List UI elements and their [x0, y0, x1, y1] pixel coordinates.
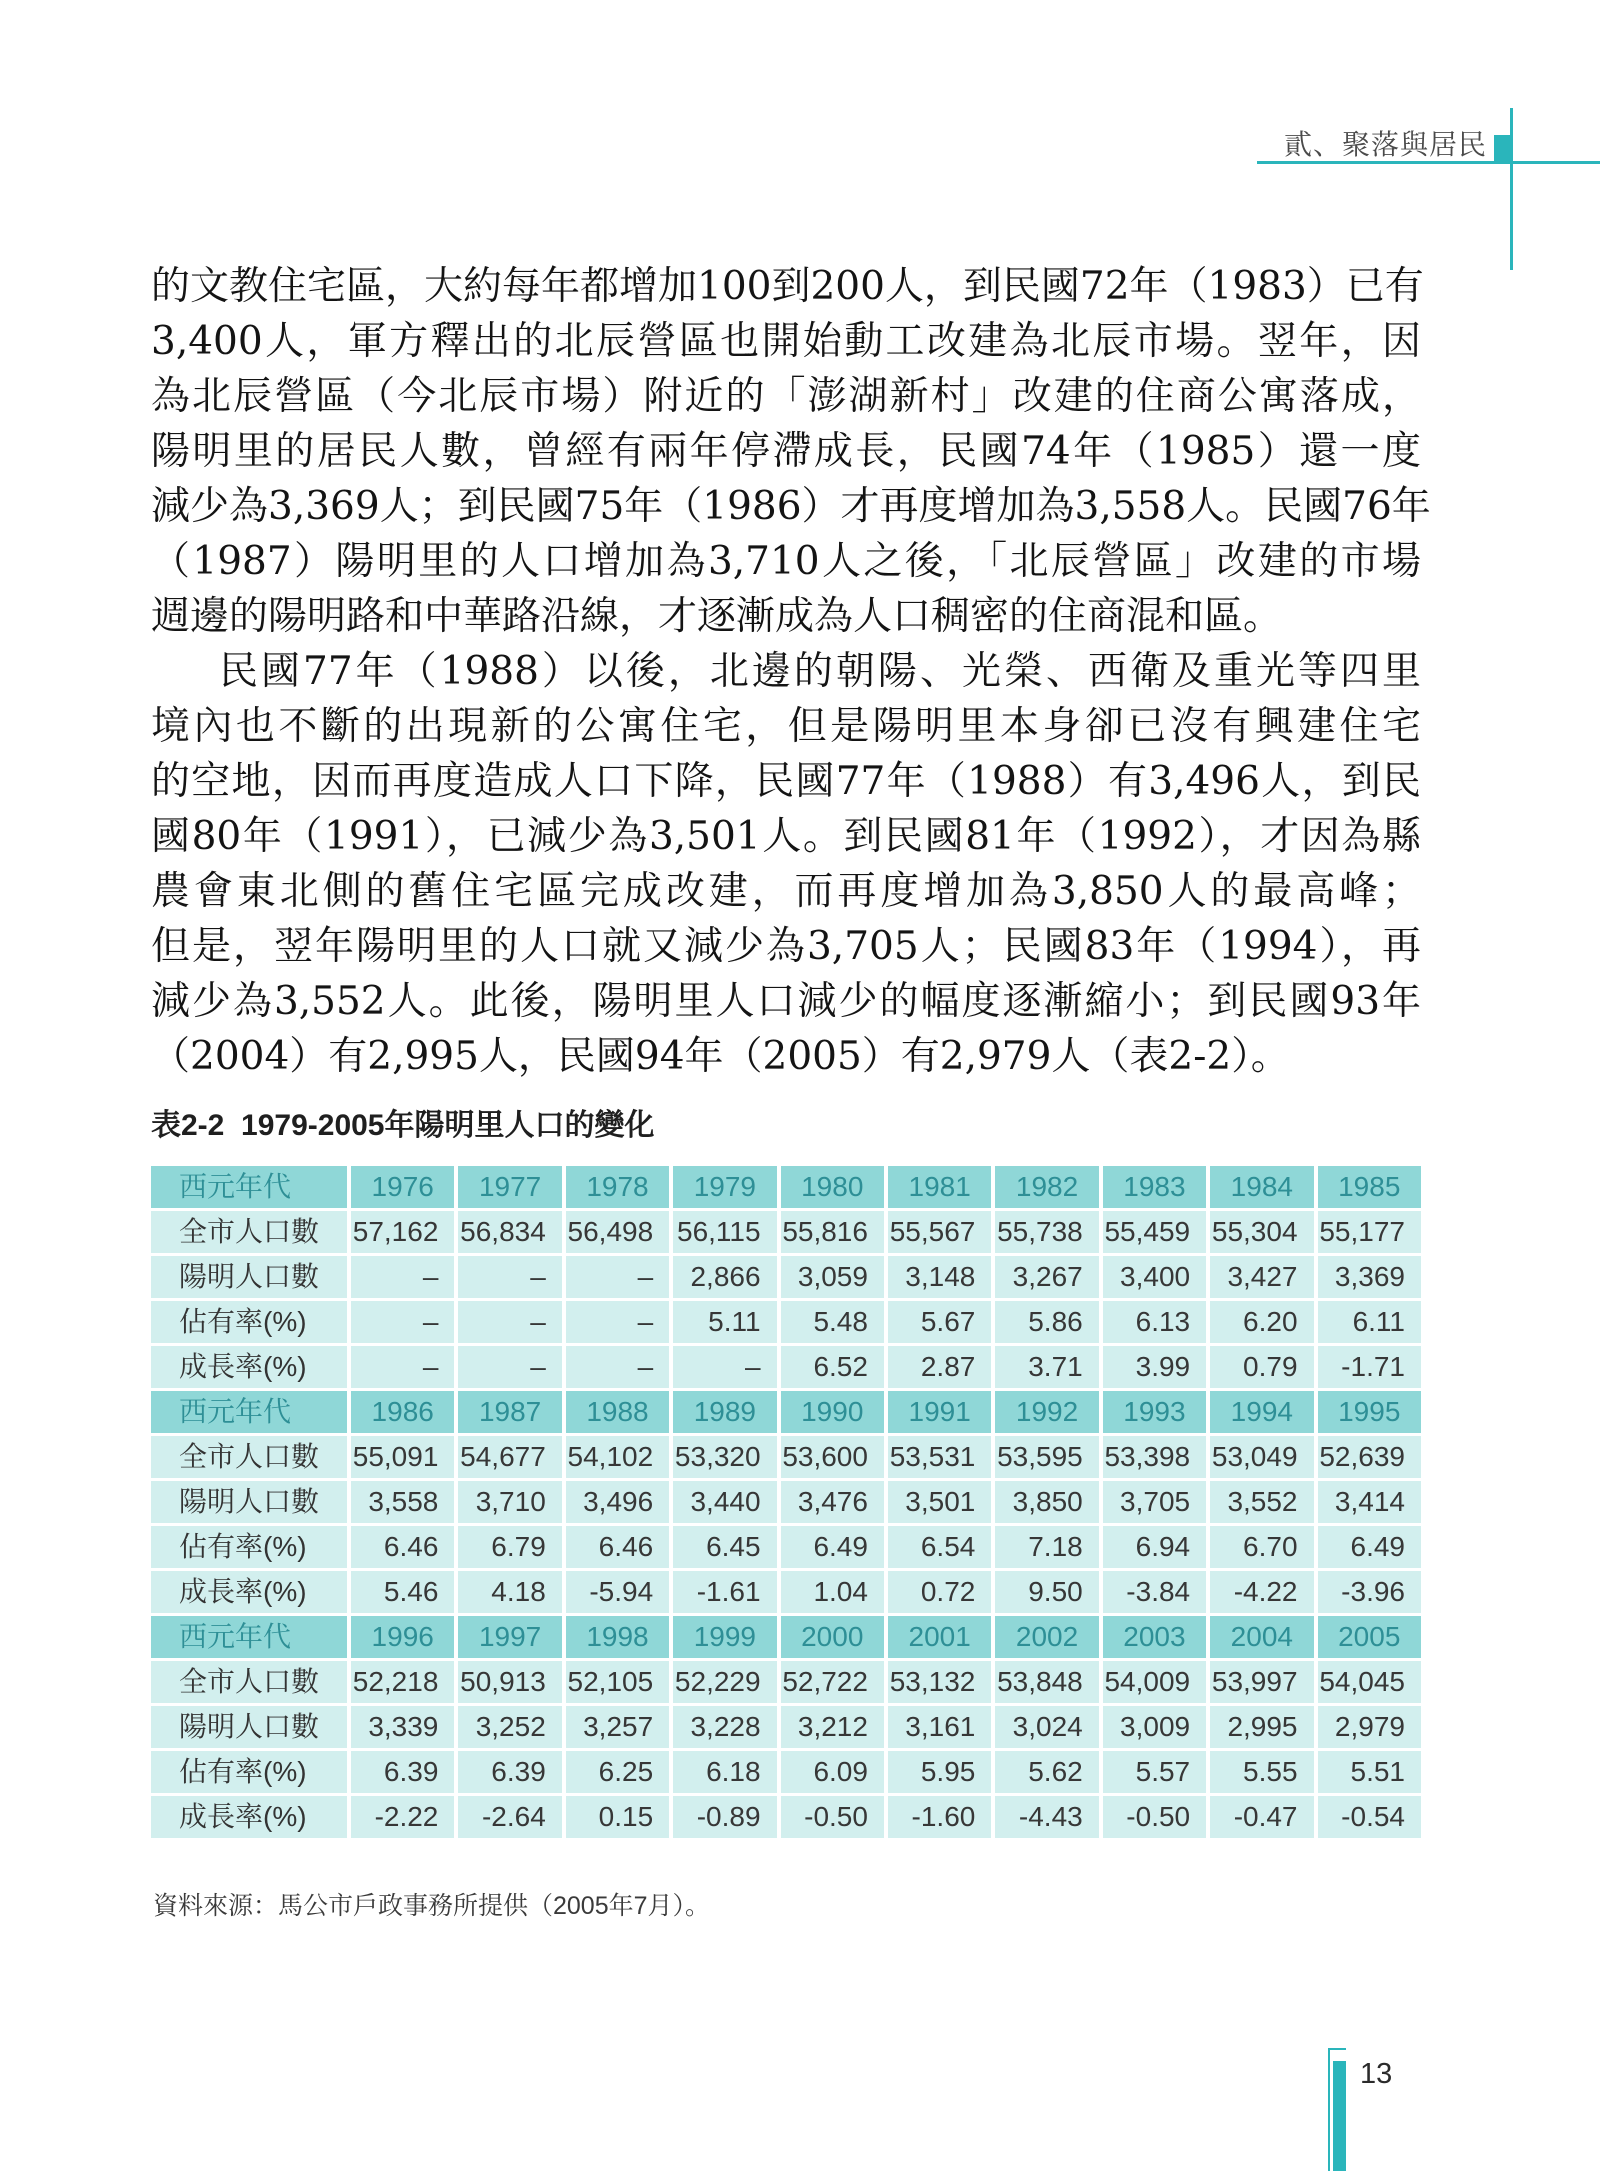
value-cell: -4.22	[1210, 1571, 1313, 1613]
value-cell: 53,531	[888, 1436, 991, 1478]
year-cell: 1983	[1103, 1166, 1206, 1208]
value-cell: 4.18	[458, 1571, 561, 1613]
value-cell: 6.54	[888, 1526, 991, 1568]
value-cell: 50,913	[458, 1661, 561, 1703]
value-cell: 5.46	[351, 1571, 454, 1613]
source-note: 資料來源：馬公市戶政事務所提供（2005年7月）。	[153, 1892, 711, 1920]
value-cell: 52,639	[1318, 1436, 1421, 1478]
value-cell: 55,091	[351, 1436, 454, 1478]
value-cell: 6.49	[1318, 1526, 1421, 1568]
footer-accent-bar	[1333, 2061, 1346, 2171]
row-label-cell: 陽明人口數	[151, 1706, 347, 1748]
year-cell: 1977	[458, 1166, 561, 1208]
row-label-cell: 西元年代	[151, 1391, 347, 1433]
body-line: 週邊的陽明路和中華路沿線，才逐漸成為人口稠密的住商混和區。	[151, 594, 1283, 639]
table-container	[151, 1166, 1421, 1838]
value-cell: 3,440	[673, 1481, 776, 1523]
value-cell: -1.60	[888, 1796, 991, 1838]
value-cell: –	[458, 1346, 561, 1388]
value-cell: 3,252	[458, 1706, 561, 1748]
value-cell: 3,496	[566, 1481, 669, 1523]
table-row	[151, 1796, 1421, 1838]
year-cell: 2002	[995, 1616, 1098, 1658]
body-line: 的文教住宅區，大約每年都增加100到200人，到民國72年（1983）已有	[151, 264, 1424, 309]
value-cell: 3,501	[888, 1481, 991, 1523]
value-cell: 55,816	[781, 1211, 884, 1253]
table-row	[151, 1211, 1421, 1253]
year-cell: 2001	[888, 1616, 991, 1658]
value-cell: 54,009	[1103, 1661, 1206, 1703]
body-line: 但是，翌年陽明里的人口就又減少為3,705人；民國83年（1994），再	[151, 924, 1421, 969]
value-cell: 56,498	[566, 1211, 669, 1253]
value-cell: 6.79	[458, 1526, 561, 1568]
value-cell: 2.87	[888, 1346, 991, 1388]
row-label-cell: 佔有率(%)	[151, 1751, 347, 1793]
year-header-row	[151, 1166, 1421, 1208]
value-cell: 6.20	[1210, 1301, 1313, 1343]
year-cell: 1980	[781, 1166, 884, 1208]
value-cell: -0.47	[1210, 1796, 1313, 1838]
year-cell: 1992	[995, 1391, 1098, 1433]
value-cell: 5.95	[888, 1751, 991, 1793]
value-cell: 56,834	[458, 1211, 561, 1253]
value-cell: 3.99	[1103, 1346, 1206, 1388]
value-cell: 2,866	[673, 1256, 776, 1298]
body-line: 的空地，因而再度造成人口下降，民國77年（1988）有3,496人，到民	[151, 759, 1421, 804]
value-cell: 3,024	[995, 1706, 1098, 1748]
table-row	[151, 1436, 1421, 1478]
value-cell: 3,558	[351, 1481, 454, 1523]
value-cell: 5.62	[995, 1751, 1098, 1793]
row-label-cell: 成長率(%)	[151, 1571, 347, 1613]
value-cell: 0.72	[888, 1571, 991, 1613]
value-cell: –	[458, 1301, 561, 1343]
value-cell: -5.94	[566, 1571, 669, 1613]
body-line: 農會東北側的舊住宅區完成改建，而再度增加為3,850人的最高峰；	[151, 869, 1421, 914]
value-cell: 3,009	[1103, 1706, 1206, 1748]
year-cell: 1999	[673, 1616, 776, 1658]
value-cell: 53,997	[1210, 1661, 1313, 1703]
chapter-title: 貳、聚落與居民	[1283, 128, 1487, 161]
value-cell: -0.50	[1103, 1796, 1206, 1838]
value-cell: 3,850	[995, 1481, 1098, 1523]
value-cell: 3,257	[566, 1706, 669, 1748]
value-cell: 52,229	[673, 1661, 776, 1703]
value-cell: 3,710	[458, 1481, 561, 1523]
value-cell: 52,722	[781, 1661, 884, 1703]
row-label-cell: 成長率(%)	[151, 1346, 347, 1388]
year-cell: 1982	[995, 1166, 1098, 1208]
table-row	[151, 1571, 1421, 1613]
value-cell: 6.11	[1318, 1301, 1421, 1343]
value-cell: 53,848	[995, 1661, 1098, 1703]
value-cell: 6.39	[458, 1751, 561, 1793]
row-label-cell: 西元年代	[151, 1166, 347, 1208]
year-cell: 1989	[673, 1391, 776, 1433]
year-cell: 2004	[1210, 1616, 1313, 1658]
value-cell: -0.50	[781, 1796, 884, 1838]
table-row	[151, 1346, 1421, 1388]
value-cell: -3.84	[1103, 1571, 1206, 1613]
value-cell: 53,049	[1210, 1436, 1313, 1478]
value-cell: 3,369	[1318, 1256, 1421, 1298]
value-cell: 0.15	[566, 1796, 669, 1838]
value-cell: 5.11	[673, 1301, 776, 1343]
chapter-vertical-rule	[1510, 108, 1513, 270]
value-cell: 54,045	[1318, 1661, 1421, 1703]
table-row	[151, 1526, 1421, 1568]
value-cell: 3,427	[1210, 1256, 1313, 1298]
value-cell: 1.04	[781, 1571, 884, 1613]
value-cell: 54,102	[566, 1436, 669, 1478]
value-cell: 6.52	[781, 1346, 884, 1388]
value-cell: 3,414	[1318, 1481, 1421, 1523]
row-label-cell: 陽明人口數	[151, 1256, 347, 1298]
row-label-cell: 陽明人口數	[151, 1481, 347, 1523]
value-cell: 55,567	[888, 1211, 991, 1253]
value-cell: 6.09	[781, 1751, 884, 1793]
population-table-body	[151, 1166, 1421, 1838]
year-cell: 1996	[351, 1616, 454, 1658]
value-cell: -2.22	[351, 1796, 454, 1838]
value-cell: 3,148	[888, 1256, 991, 1298]
value-cell: –	[673, 1346, 776, 1388]
value-cell: -4.43	[995, 1796, 1098, 1838]
value-cell: 6.18	[673, 1751, 776, 1793]
value-cell: 53,600	[781, 1436, 884, 1478]
value-cell: 6.70	[1210, 1526, 1313, 1568]
value-cell: -2.64	[458, 1796, 561, 1838]
year-cell: 1993	[1103, 1391, 1206, 1433]
year-header-row	[151, 1391, 1421, 1433]
table-row	[151, 1256, 1421, 1298]
table-row	[151, 1661, 1421, 1703]
body-line: （2004）有2,995人，民國94年（2005）有2,979人（表2-2）。	[151, 1034, 1290, 1079]
value-cell: 3,267	[995, 1256, 1098, 1298]
value-cell: –	[351, 1346, 454, 1388]
value-cell: –	[566, 1256, 669, 1298]
value-cell: 3,339	[351, 1706, 454, 1748]
value-cell: 3,059	[781, 1256, 884, 1298]
value-cell: 6.46	[566, 1526, 669, 1568]
value-cell: –	[566, 1346, 669, 1388]
value-cell: -3.96	[1318, 1571, 1421, 1613]
year-cell: 1987	[458, 1391, 561, 1433]
value-cell: –	[458, 1256, 561, 1298]
value-cell: 6.45	[673, 1526, 776, 1568]
value-cell: 55,177	[1318, 1211, 1421, 1253]
body-line: 國80年（1991），已減少為3,501人。到民國81年（1992），才因為縣	[151, 814, 1421, 859]
year-cell: 1981	[888, 1166, 991, 1208]
year-header-row	[151, 1616, 1421, 1658]
value-cell: -0.89	[673, 1796, 776, 1838]
value-cell: 6.39	[351, 1751, 454, 1793]
value-cell: –	[351, 1301, 454, 1343]
year-cell: 1988	[566, 1391, 669, 1433]
row-label-cell: 全市人口數	[151, 1211, 347, 1253]
value-cell: 55,459	[1103, 1211, 1206, 1253]
year-cell: 1976	[351, 1166, 454, 1208]
body-line: 境內也不斷的出現新的公寓住宅，但是陽明里本身卻已沒有興建住宅	[151, 704, 1421, 749]
value-cell: 5.86	[995, 1301, 1098, 1343]
year-cell: 2005	[1318, 1616, 1421, 1658]
value-cell: 53,595	[995, 1436, 1098, 1478]
value-cell: 3,400	[1103, 1256, 1206, 1298]
value-cell: 9.50	[995, 1571, 1098, 1613]
body-line: 為北辰營區（今北辰市場）附近的「澎湖新村」改建的住商公寓落成，	[151, 374, 1421, 419]
year-cell: 1995	[1318, 1391, 1421, 1433]
year-cell: 1990	[781, 1391, 884, 1433]
value-cell: 53,398	[1103, 1436, 1206, 1478]
value-cell: 6.25	[566, 1751, 669, 1793]
row-label-cell: 佔有率(%)	[151, 1301, 347, 1343]
value-cell: 55,738	[995, 1211, 1098, 1253]
table-row	[151, 1481, 1421, 1523]
footer-top-tick	[1328, 2048, 1346, 2050]
table-row	[151, 1706, 1421, 1748]
value-cell: 57,162	[351, 1211, 454, 1253]
year-cell: 1998	[566, 1616, 669, 1658]
row-label-cell: 成長率(%)	[151, 1796, 347, 1838]
year-cell: 2003	[1103, 1616, 1206, 1658]
value-cell: –	[566, 1301, 669, 1343]
value-cell: 56,115	[673, 1211, 776, 1253]
body-line: 民國77年（1988）以後，北邊的朝陽、光榮、西衛及重光等四里	[219, 649, 1421, 694]
year-cell: 1994	[1210, 1391, 1313, 1433]
body-line: 減少為3,369人；到民國75年（1986）才再度增加為3,558人。民國76年	[151, 484, 1431, 529]
row-label-cell: 西元年代	[151, 1616, 347, 1658]
body-line: （1987）陽明里的人口增加為3,710人之後，「北辰營區」改建的市場	[151, 539, 1421, 584]
body-text	[151, 259, 1431, 1084]
value-cell: 5.57	[1103, 1751, 1206, 1793]
year-cell: 1997	[458, 1616, 561, 1658]
value-cell: 3.71	[995, 1346, 1098, 1388]
value-cell: 3,212	[781, 1706, 884, 1748]
value-cell: 5.48	[781, 1301, 884, 1343]
footer-vertical-rule	[1328, 2048, 1330, 2171]
year-cell: 1978	[566, 1166, 669, 1208]
value-cell: 3,228	[673, 1706, 776, 1748]
table-row	[151, 1301, 1421, 1343]
value-cell: 7.18	[995, 1526, 1098, 1568]
population-table	[151, 1166, 1421, 1838]
year-cell: 1986	[351, 1391, 454, 1433]
body-line: 減少為3,552人。此後，陽明里人口減少的幅度逐漸縮小；到民國93年	[151, 979, 1421, 1024]
page-number: 13	[1360, 2058, 1393, 2090]
value-cell: 2,979	[1318, 1706, 1421, 1748]
value-cell: 53,320	[673, 1436, 776, 1478]
year-cell: 1979	[673, 1166, 776, 1208]
value-cell: 3,476	[781, 1481, 884, 1523]
table-caption: 表2-2 1979-2005年陽明里人口的變化	[151, 1109, 655, 1142]
value-cell: 2,995	[1210, 1706, 1313, 1748]
value-cell: -1.71	[1318, 1346, 1421, 1388]
value-cell: 6.13	[1103, 1301, 1206, 1343]
body-line: 陽明里的居民人數，曾經有兩年停滯成長，民國74年（1985）還一度	[151, 429, 1421, 474]
year-cell: 2000	[781, 1616, 884, 1658]
value-cell: 55,304	[1210, 1211, 1313, 1253]
value-cell: –	[351, 1256, 454, 1298]
value-cell: 3,552	[1210, 1481, 1313, 1523]
year-cell: 1985	[1318, 1166, 1421, 1208]
value-cell: -0.54	[1318, 1796, 1421, 1838]
value-cell: 0.79	[1210, 1346, 1313, 1388]
value-cell: 6.46	[351, 1526, 454, 1568]
year-cell: 1984	[1210, 1166, 1313, 1208]
value-cell: 3,161	[888, 1706, 991, 1748]
year-cell: 1991	[888, 1391, 991, 1433]
table-row	[151, 1751, 1421, 1793]
value-cell: 5.55	[1210, 1751, 1313, 1793]
body-line: 3,400人，軍方釋出的北辰營區也開始動工改建為北辰市場。翌年，因	[151, 319, 1421, 364]
row-label-cell: 佔有率(%)	[151, 1526, 347, 1568]
value-cell: 52,218	[351, 1661, 454, 1703]
chapter-horizontal-rule	[1257, 161, 1600, 164]
value-cell: 52,105	[566, 1661, 669, 1703]
value-cell: 54,677	[458, 1436, 561, 1478]
value-cell: 5.67	[888, 1301, 991, 1343]
row-label-cell: 全市人口數	[151, 1436, 347, 1478]
value-cell: 6.94	[1103, 1526, 1206, 1568]
value-cell: 53,132	[888, 1661, 991, 1703]
value-cell: 3,705	[1103, 1481, 1206, 1523]
value-cell: 5.51	[1318, 1751, 1421, 1793]
value-cell: -1.61	[673, 1571, 776, 1613]
value-cell: 6.49	[781, 1526, 884, 1568]
row-label-cell: 全市人口數	[151, 1661, 347, 1703]
